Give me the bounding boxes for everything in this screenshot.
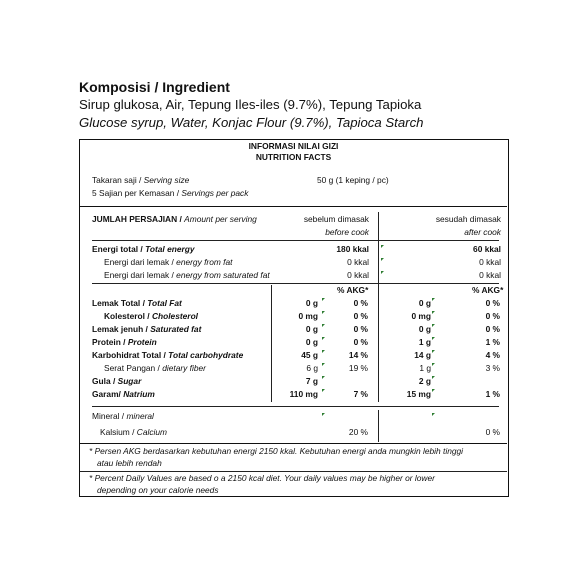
cell-marker [322, 376, 325, 379]
nutrient-after-amount: 2 g [418, 376, 431, 386]
after-cook-label-id: sesudah dimasak [435, 214, 501, 224]
divider [92, 240, 499, 241]
energy-row-label: Energi dari lemak / energy from fat [104, 257, 233, 267]
nutrient-label: Kolesterol / Cholesterol [104, 311, 199, 321]
divider [80, 471, 507, 472]
cell-marker [432, 413, 435, 416]
divider [92, 406, 499, 407]
cell-marker [322, 298, 325, 301]
nutrient-after-amount: 15 mg [406, 389, 431, 399]
energy-row-label: Energi dari lemak / energy from saturated fat [104, 270, 270, 280]
divider [80, 206, 507, 207]
nutrient-after-amount: 1 g [418, 337, 431, 347]
energy-after-value: 0 kkal [479, 257, 501, 267]
cell-marker [432, 350, 435, 353]
nutrient-before-pct: 0 % [353, 337, 368, 347]
cell-marker [432, 337, 435, 340]
divider [80, 443, 507, 444]
nutrient-after-amount: 1 g [419, 363, 431, 373]
nutrient-after-pct: 0 % [485, 311, 500, 321]
nutrient-after-pct: 1 % [485, 337, 500, 347]
footnote-en-line2: depending on your calorie needs [97, 485, 219, 495]
nutrient-label: Protein / Protein [92, 337, 157, 347]
nutrient-label: Gula / Sugar [92, 376, 142, 386]
after-cook-label-en: after cook [464, 227, 501, 237]
cell-marker [322, 413, 325, 416]
nutrient-before-pct: 19 % [348, 363, 368, 373]
cell-marker [432, 389, 435, 392]
nutrition-facts-panel [79, 139, 509, 497]
nutrient-after-amount: 0 g [418, 298, 431, 308]
serving-size-value: 50 g (1 keping / pc) [317, 175, 389, 185]
cell-marker [432, 311, 435, 314]
serving-size-label: Takaran saji / Serving size [92, 175, 190, 185]
cell-marker [432, 298, 435, 301]
calcium-label: Kalsium / Calcium [100, 427, 168, 437]
cell-marker [432, 376, 435, 379]
energy-after-value: 0 kkal [479, 270, 501, 280]
nutrient-before-pct: 14 % [348, 350, 368, 360]
footnote-en-line1: * Percent Daily Values are based o a 2150 kcal diet. Your daily values may be higher or lower [89, 473, 435, 483]
nutrient-before-amount: 7 g [305, 376, 318, 386]
nutrient-before-pct: 0 % [353, 298, 368, 308]
nutrient-before-amount: 0 g [305, 337, 318, 347]
cell-marker [381, 245, 384, 248]
nutrient-before-pct: 0 % [353, 324, 368, 334]
servings-per-pack-label: 5 Sajian per Kemasan / Servings per pack [92, 188, 249, 198]
ingredients-block [79, 78, 529, 132]
footnote-id-line1: * Persen AKG berdasarkan kebutuhan energi 2150 kkal. Kebutuhan energi anda mungkin lebih tinggi [89, 446, 464, 456]
cell-marker [381, 271, 384, 274]
cell-marker [381, 258, 384, 261]
nutrient-before-amount: 0 g [305, 298, 318, 308]
nutrient-after-pct: 4 % [485, 350, 500, 360]
akg-header-before: % AKG* [337, 285, 369, 295]
nutrient-label: Lemak Total / Total Fat [92, 298, 182, 308]
cell-marker [432, 324, 435, 327]
energy-before-value: 0 kkal [347, 270, 369, 280]
mineral-label: Mineral / mineral [92, 411, 154, 421]
nutrient-label: Karbohidrat Total / Total carbohydrate [92, 350, 244, 360]
before-cook-label-id: sebelum dimasak [303, 214, 369, 224]
nutrient-before-amount: 0 mg [298, 311, 318, 321]
cell-marker [322, 350, 325, 353]
divider [92, 283, 499, 284]
nutrient-label: Serat Pangan / dietary fiber [104, 363, 206, 373]
nutrient-after-pct: 3 % [485, 363, 500, 373]
cell-marker [322, 337, 325, 340]
column-divider [271, 285, 272, 402]
cell-marker [322, 363, 325, 366]
nutrient-after-pct: 0 % [485, 324, 500, 334]
before-cook-label-en: before cook [325, 227, 369, 237]
energy-after-value: 60 kkal [473, 244, 501, 254]
nutrient-label: Garam/ Natrium [92, 389, 155, 399]
nutrient-before-amount: 0 g [305, 324, 318, 334]
nutrient-before-amount: 6 g [306, 363, 318, 373]
cell-marker [322, 324, 325, 327]
cell-marker [322, 389, 325, 392]
energy-before-value: 0 kkal [347, 257, 369, 267]
energy-row-label: Energi total / Total energy [92, 244, 195, 254]
panel-title-en: NUTRITION FACTS [255, 152, 332, 162]
cell-marker [322, 311, 325, 314]
nutrient-after-pct: 1 % [485, 389, 500, 399]
akg-header-after: % AKG* [472, 285, 504, 295]
ingredients-heading: Komposisi / Ingredient [79, 79, 230, 95]
ingredients-text-en: Glucose syrup, Water, Konjac Flour (9.7%), Tapioca Starch [79, 115, 424, 130]
cell-marker [432, 363, 435, 366]
column-divider [378, 410, 379, 442]
amount-per-serving-label: JUMLAH PERSAJIAN / Amount per serving [92, 214, 257, 224]
ingredients-text-id: Sirup glukosa, Air, Tepung Iles-iles (9.7%), Tepung Tapioka [79, 97, 422, 112]
footnote-id-line2: atau lebih rendah [97, 458, 162, 468]
column-divider [378, 212, 379, 402]
calcium-before-pct: 20 % [348, 427, 368, 437]
nutrient-before-pct: 7 % [353, 389, 368, 399]
energy-before-value: 180 kkal [336, 244, 369, 254]
nutrient-after-amount: 0 mg [411, 311, 431, 321]
nutrient-after-amount: 14 g [414, 350, 431, 360]
nutrient-before-amount: 45 g [301, 350, 318, 360]
nutrient-label: Lemak jenuh / Saturated fat [92, 324, 202, 334]
calcium-after-pct: 0 % [485, 427, 500, 437]
nutrient-before-amount: 110 mg [289, 389, 318, 399]
nutrient-after-amount: 0 g [418, 324, 431, 334]
nutrient-before-pct: 0 % [353, 311, 368, 321]
panel-title-id: INFORMASI NILAI GIZI [248, 141, 339, 151]
nutrient-after-pct: 0 % [485, 298, 500, 308]
